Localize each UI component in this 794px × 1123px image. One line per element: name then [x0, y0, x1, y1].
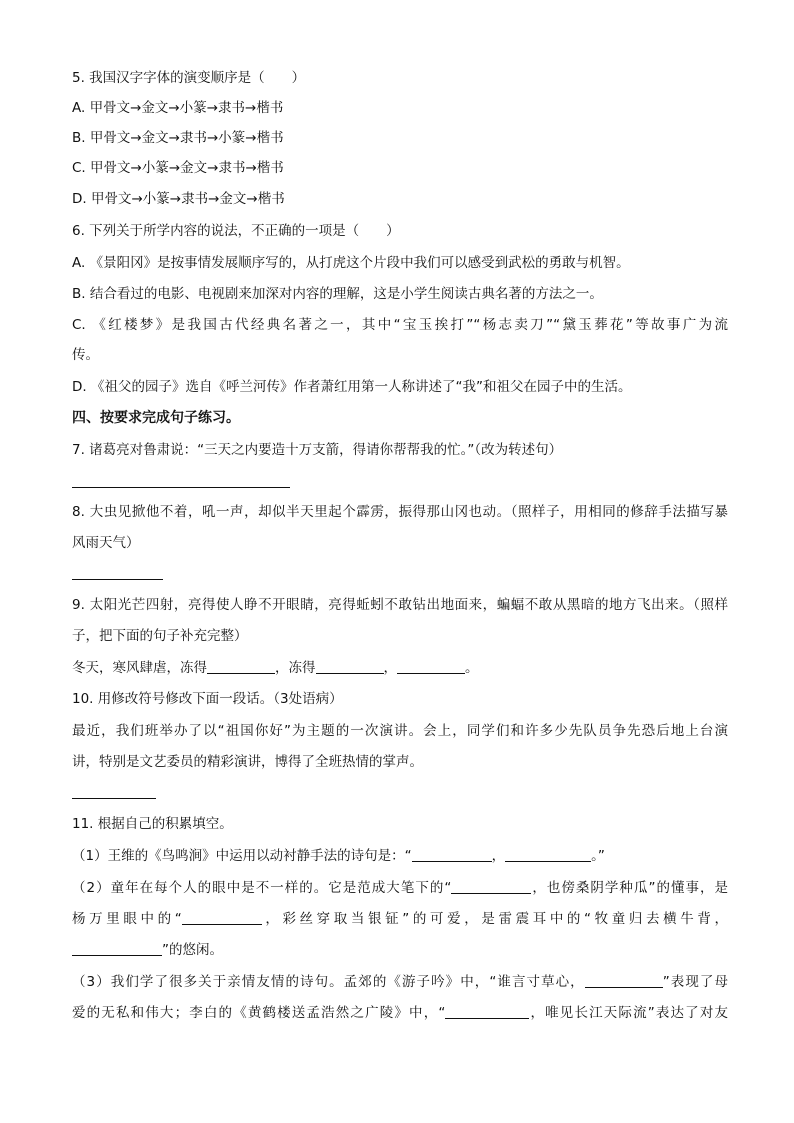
- q9-fill-text-b: ，冻得: [275, 660, 316, 676]
- q9-line2: 子，把下面的句子补充完整）: [72, 628, 248, 644]
- q11-sub2-line1: [72, 878, 728, 898]
- q9-fill-line: [72, 658, 479, 678]
- q11-sub1-blank-1[interactable]: [412, 847, 492, 862]
- q5-option-b: B. 甲骨文→金文→隶书→小篆→楷书: [72, 130, 284, 146]
- q9-blank-2[interactable]: [316, 659, 384, 674]
- q11-sub1-text-b: ，: [491, 848, 506, 864]
- q6-option-a: A. 《景阳冈》是按事情发展顺序写的，从打虎这个片段中我们可以感受到武松的勇敢与机智。: [72, 255, 630, 271]
- q9-fill-text-c: ，: [383, 660, 397, 676]
- q8-line1: 8. 大虫见掀他不着，吼一声，却似半天里起个霹雳，振得那山冈也动。（照样子，用相同的修辞手法描写暴: [72, 504, 728, 520]
- q8-answer-line[interactable]: [72, 579, 163, 580]
- q10-paragraph-line1: 最近，我们班举办了以“祖国你好”为主题的一次演讲。会上，同学们和许多少先队员争先恐后地上台演: [72, 723, 728, 739]
- q11-sub3-text-d: ，唯见长江天际流”表达了对友: [529, 1005, 728, 1021]
- q11-sub3-line1: [72, 972, 728, 992]
- q9-fill-text-d: 。: [465, 660, 479, 676]
- q11-sub2-text-c: 杨万里眼中的“: [72, 911, 182, 927]
- q11-sub2-blank-2[interactable]: [182, 910, 262, 925]
- q5-option-c: C. 甲骨文→小篆→金文→隶书→楷书: [72, 160, 284, 176]
- q10-stem: 10. 用修改符号修改下面一段话。（3处语病）: [72, 691, 343, 707]
- q5-stem: 5. 我国汉字字体的演变顺序是（ ）: [72, 70, 306, 86]
- q7-text: 7. 诸葛亮对鲁肃说：“三天之内要造十万支箭，得请你帮帮我的忙。”（改为转述句）: [72, 442, 563, 458]
- q11-sub2-line3: [72, 940, 223, 960]
- q11-sub3-blank-1[interactable]: [585, 973, 663, 988]
- q11-stem: 11. 根据自己的积累填空。: [72, 816, 233, 832]
- q6-option-d: D. 《祖父的园子》选自《呼兰河传》作者萧红用第一人称讲述了“我”和祖父在园子中的生活。: [72, 379, 632, 395]
- q7-answer-line[interactable]: [72, 487, 290, 488]
- q8-line2: 风雨天气）: [72, 535, 140, 551]
- q5-option-d: D. 甲骨文→小篆→隶书→金文→楷书: [72, 191, 285, 207]
- q11-sub1-text-c: 。”: [591, 848, 605, 864]
- q11-sub1: [72, 846, 605, 866]
- q11-sub1-text-a: （1）王维的《鸟鸣涧》中运用以动衬静手法的诗句是：“: [72, 848, 412, 864]
- q6-option-c-line2: 传。: [72, 347, 99, 363]
- q11-sub3-text-c: 爱的无私和伟大；李白的《黄鹤楼送孟浩然之广陵》中，“: [72, 1005, 446, 1021]
- q11-sub1-blank-2[interactable]: [505, 847, 591, 862]
- q5-option-a: A. 甲骨文→金文→小篆→隶书→楷书: [72, 100, 284, 116]
- q11-sub2-text-b: ，也傍桑阴学种瓜”的懂事，是: [531, 880, 728, 896]
- q6-stem: 6. 下列关于所学内容的说法，不正确的一项是（ ）: [72, 223, 400, 239]
- q9-blank-1[interactable]: [207, 659, 275, 674]
- q9-blank-3[interactable]: [397, 659, 465, 674]
- q11-sub2-text-d: ，彩丝穿取当银钲”的可爱，是雷震耳中的“牧童归去横牛背，: [261, 911, 728, 927]
- q11-sub3-line2: [72, 1003, 728, 1023]
- q9-fill-text-a: 冬天，寒风肆虐，冻得: [72, 660, 207, 676]
- q6-option-b: B. 结合看过的电影、电视剧来加深对内容的理解，这是小学生阅读古典名著的方法之一。: [72, 286, 603, 302]
- q10-answer-line[interactable]: [72, 798, 156, 799]
- q10-paragraph-line2: 讲，特别是文艺委员的精彩演讲，博得了全班热情的掌声。: [72, 754, 423, 770]
- q9-line1: 9. 太阳光芒四射，亮得使人睁不开眼睛，亮得蚯蚓不敢钻出地面来，蝙蝠不敢从黑暗的地方飞出来。（照样: [72, 597, 728, 613]
- q11-sub2-blank-3[interactable]: [72, 941, 162, 956]
- q6-option-c-line1: C. 《红楼梦》是我国古代经典名著之一，其中“宝玉挨打”“杨志卖刀”“黛玉葬花”等故事广为流: [72, 317, 728, 333]
- q11-sub2-blank-1[interactable]: [451, 879, 531, 894]
- q11-sub2-text-a: （2）童年在每个人的眼中是不一样的。它是范成大笔下的“: [72, 880, 452, 896]
- q11-sub3-text-b: ”表现了母: [662, 974, 728, 990]
- q11-sub3-blank-2[interactable]: [445, 1004, 529, 1019]
- section-heading: 四、按要求完成句子练习。: [72, 410, 240, 426]
- q11-sub2-line2: [72, 909, 728, 929]
- q11-sub2-text-e: ”的悠闲。: [162, 942, 223, 958]
- q11-sub3-text-a: （3）我们学了很多关于亲情友情的诗句。孟郊的《游子吟》中，“谁言寸草心，: [72, 974, 585, 990]
